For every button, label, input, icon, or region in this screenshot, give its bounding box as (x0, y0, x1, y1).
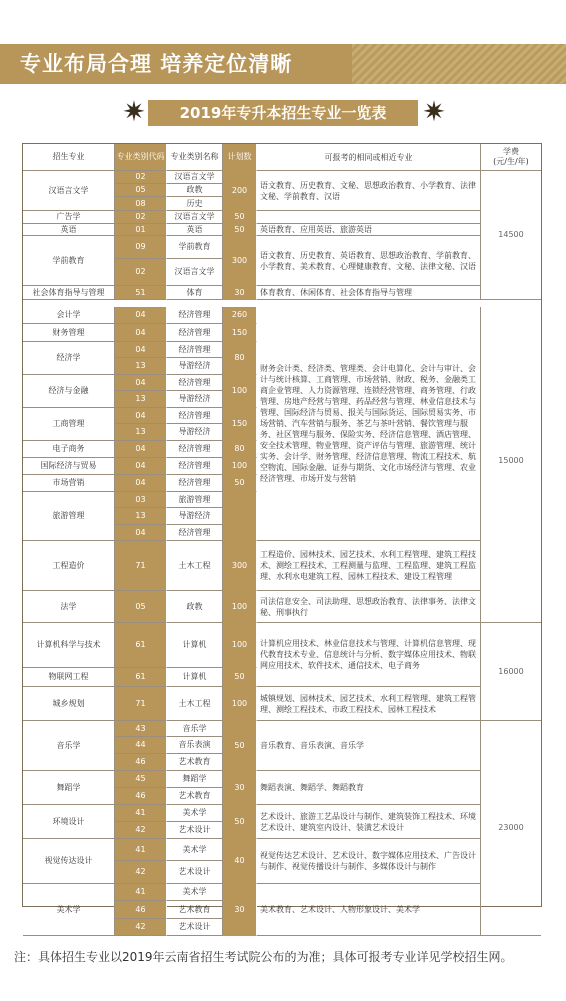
major-name-cell: 物联网工程 (23, 668, 115, 687)
major-name-cell: 汉语言文学 (23, 171, 115, 211)
major-name-cell: 视觉传达设计 (23, 839, 115, 884)
category-name-cell: 计算机 (167, 668, 223, 687)
category-name-cell: 艺术教育 (167, 901, 223, 919)
category-name-cell: 经济管理 (167, 475, 223, 492)
majors-table (22, 143, 542, 931)
related-majors-cell: 司法信息安全、司法助理、思想政治教育、法律事务、法律文秘、刑事执行 (257, 591, 481, 623)
plan-count-cell: 100 (223, 687, 257, 721)
category-name-cell: 旅游管理 (167, 492, 223, 508)
category-name-cell: 导游经济 (167, 358, 223, 375)
top-banner (0, 44, 566, 84)
major-name-cell: 美术学 (23, 884, 115, 936)
category-name-cell: 艺术设计 (167, 822, 223, 839)
plan-count-cell: 80 (223, 342, 257, 375)
plan-count-cell: 150 (223, 408, 257, 441)
plan-count-cell: 50 (223, 475, 257, 492)
major-name-cell: 英语 (23, 224, 115, 236)
category-name-cell: 艺术设计 (167, 919, 223, 936)
category-name-cell: 政教 (167, 184, 223, 197)
major-name-cell: 工商管理 (23, 408, 115, 441)
related-majors-cell: 艺术设计、旅游工艺品设计与制作、建筑装饰工程技术、环境艺术设计、建筑室内设计、装潢艺术设计 (257, 805, 481, 839)
related-majors-cell: 工程造价、园林技术、园艺技术、水利工程管理、建筑工程技术、测绘工程技术、工程测量与监理、工程监理、建筑工程监理、水利水电建筑工程、园林工程技术、建设工程管理 (257, 541, 481, 591)
category-name-cell: 艺术教育 (167, 788, 223, 805)
category-name-cell: 艺术设计 (167, 861, 223, 884)
major-name-cell: 电子商务 (23, 441, 115, 458)
plan-count-cell: 30 (223, 771, 257, 805)
category-code-cell: 04 (115, 525, 167, 541)
category-name-cell: 体育 (167, 286, 223, 300)
category-code-cell: 51 (115, 286, 167, 300)
plan-count-cell: 100 (223, 623, 257, 668)
category-name-cell: 经济管理 (167, 324, 223, 342)
plan-count-cell: 50 (223, 211, 257, 224)
tuition-fee-cell: 16000 (481, 623, 541, 721)
category-code-cell: 13 (115, 358, 167, 375)
major-name-cell: 学前教育 (23, 236, 115, 286)
plan-count-cell: 300 (223, 236, 257, 286)
category-name-cell: 美术学 (167, 839, 223, 861)
major-name-cell: 音乐学 (23, 721, 115, 771)
category-code-cell: 04 (115, 307, 167, 324)
category-code-cell: 46 (115, 788, 167, 805)
major-name-cell: 环境设计 (23, 805, 115, 839)
tuition-fee-cell: 14500 (481, 171, 541, 300)
category-name-cell: 土木工程 (167, 687, 223, 721)
plan-count-cell: 30 (223, 286, 257, 300)
related-majors-cell (257, 211, 481, 224)
category-code-cell: 46 (115, 754, 167, 771)
category-code-cell: 13 (115, 424, 167, 441)
plan-count-cell: 50 (223, 668, 257, 687)
major-name-cell: 财务管理 (23, 324, 115, 342)
category-name-cell: 计算机 (167, 623, 223, 668)
category-code-cell: 44 (115, 737, 167, 754)
category-name-cell: 美术学 (167, 805, 223, 822)
related-majors-cell: 语文教育、历史教育、英语教育、思想政治教育、学前教育、小学教育、美术教育、心理健康教育、文秘、法律文秘、汉语 (257, 236, 481, 286)
category-code-cell: 42 (115, 822, 167, 839)
major-name-cell: 法学 (23, 591, 115, 623)
category-name-cell: 经济管理 (167, 342, 223, 358)
category-code-cell: 13 (115, 508, 167, 525)
category-name-cell: 艺术教育 (167, 754, 223, 771)
major-name-cell: 舞蹈学 (23, 771, 115, 805)
category-name-cell: 经济管理 (167, 525, 223, 541)
category-code-cell: 71 (115, 541, 167, 591)
header-fee: 学费 (元/生/年) (481, 144, 541, 171)
plan-count-cell: 260 (223, 307, 257, 324)
table-title: 2019年专升本招生专业一览表 (148, 100, 418, 126)
category-code-cell: 41 (115, 884, 167, 901)
category-name-cell: 汉语言文学 (167, 259, 223, 286)
major-name-cell: 计算机科学与技术 (23, 623, 115, 668)
category-name-cell: 经济管理 (167, 307, 223, 324)
category-code-cell: 04 (115, 375, 167, 391)
category-code-cell: 43 (115, 721, 167, 737)
category-code-cell: 45 (115, 771, 167, 788)
major-name-cell: 会计学 (23, 307, 115, 324)
related-majors-cell: 舞蹈表演、舞蹈学、舞蹈教育 (257, 771, 481, 805)
plan-count-cell: 200 (223, 171, 257, 211)
related-majors-cell: 音乐教育、音乐表演、音乐学 (257, 721, 481, 771)
plan-count-cell: 50 (223, 224, 257, 236)
major-name-cell: 城乡规划 (23, 687, 115, 721)
category-code-cell: 08 (115, 197, 167, 211)
category-code-cell: 13 (115, 391, 167, 408)
category-code-cell: 01 (115, 224, 167, 236)
related-majors-cell: 视觉传达艺术设计、艺术设计、数字媒体应用技术、广告设计与制作、视觉传播设计与制作、多媒体设计与制作 (257, 839, 481, 884)
category-code-cell: 61 (115, 668, 167, 687)
category-name-cell: 经济管理 (167, 375, 223, 391)
category-name-cell: 英语 (167, 224, 223, 236)
category-name-cell: 导游经济 (167, 508, 223, 525)
header-category: 专业类别名称 (167, 144, 223, 171)
plan-count-cell: 100 (223, 375, 257, 408)
category-code-cell: 05 (115, 184, 167, 197)
category-code-cell: 41 (115, 839, 167, 861)
category-name-cell: 历史 (167, 197, 223, 211)
category-code-cell: 02 (115, 211, 167, 224)
category-code-cell: 04 (115, 342, 167, 358)
star-icon: ✷ (422, 95, 446, 128)
category-name-cell: 学前教育 (167, 236, 223, 259)
category-code-cell: 04 (115, 475, 167, 492)
category-code-cell: 02 (115, 171, 167, 184)
related-majors-cell: 城镇规划、园林技术、园艺技术、水利工程管理、建筑工程管理、测绘工程技术、市政工程技术、园林工程技术 (257, 687, 481, 721)
tuition-fee-cell: 15000 (481, 300, 541, 623)
header-plan: 计划数 (223, 144, 257, 171)
category-code-cell: 71 (115, 687, 167, 721)
related-majors-cell: 财务会计类、经济类、管理类、会计电算化、会计与审计、会计与统计核算、工商管理、市场营销、财政、税务、金融类工商企业管理、人力资源管理、连锁经营管理、商务管理、行政管理、房地产经营与管理、药品经营与管理、林业信息技术与管理、国际经济与贸易、报关与国际货运、国际贸易实务、市场营销、汽车营销与服务、茶艺与茶叶营销、餐饮管理与服务、社区管理与服务、保险实务、经济信息管理、酒店管理、安全技术管理、物业管理、资产评估与管理、旅游管理、统计实务、会计学、财务管理、经济信息管理、物流工程技术、航空物流、国际金融、证券与期货、文化市场经济与管理、农业经济管理、市场开发与营销 (257, 307, 481, 541)
category-code-cell: 46 (115, 901, 167, 919)
category-name-cell: 汉语言文学 (167, 171, 223, 184)
major-name-cell: 广告学 (23, 211, 115, 224)
category-name-cell: 汉语言文学 (167, 211, 223, 224)
category-code-cell: 42 (115, 861, 167, 884)
header-related: 可报考的相同或相近专业 (257, 144, 481, 171)
category-code-cell: 02 (115, 259, 167, 286)
category-name-cell: 土木工程 (167, 541, 223, 591)
category-name-cell: 音乐表演 (167, 737, 223, 754)
plan-count-cell: 50 (223, 805, 257, 839)
category-name-cell: 政教 (167, 591, 223, 623)
major-name-cell: 经济与金融 (23, 375, 115, 408)
category-name-cell: 经济管理 (167, 458, 223, 475)
major-name-cell: 旅游管理 (23, 492, 115, 541)
footnote: 注：具体招生专业以2019年云南省招生考试院公布的为准；具体可报考专业详见学校招生网。 (14, 950, 513, 964)
category-name-cell: 经济管理 (167, 441, 223, 458)
major-name-cell: 市场营销 (23, 475, 115, 492)
plan-count-cell: 40 (223, 839, 257, 884)
category-name-cell: 音乐学 (167, 721, 223, 737)
plan-count-cell: 100 (223, 458, 257, 475)
banner-title: 专业布局合理 培养定位清晰 (0, 44, 352, 84)
category-code-cell: 09 (115, 236, 167, 259)
header-code: 专业类别代码 (115, 144, 167, 171)
category-code-cell: 04 (115, 408, 167, 424)
category-name-cell: 舞蹈学 (167, 771, 223, 788)
related-majors-cell: 语文教育、历史教育、文秘、思想政治教育、小学教育、法律文秘、学前教育、汉语 (257, 171, 481, 211)
plan-count-cell: 30 (223, 884, 257, 936)
plan-count-cell: 50 (223, 721, 257, 771)
related-majors-cell: 英语教育、应用英语、旅游英语 (257, 224, 481, 236)
major-name-cell: 社会体育指导与管理 (23, 286, 115, 300)
plan-count-cell: 300 (223, 541, 257, 591)
plan-count-cell: 80 (223, 441, 257, 458)
major-name-cell: 经济学 (23, 342, 115, 375)
category-code-cell: 04 (115, 324, 167, 342)
category-name-cell: 美术学 (167, 884, 223, 901)
category-code-cell: 04 (115, 458, 167, 475)
tuition-fee-cell: 23000 (481, 721, 541, 936)
category-name-cell: 导游经济 (167, 391, 223, 408)
category-code-cell: 61 (115, 623, 167, 668)
star-icon: ✷ (122, 95, 146, 128)
header-name: 招生专业 (23, 144, 115, 171)
category-name-cell: 经济管理 (167, 408, 223, 424)
related-majors-cell: 美术教育、艺术设计、人物形象设计、美术学 (257, 884, 481, 936)
plan-count-cell: 150 (223, 324, 257, 342)
plan-count-cell (223, 492, 257, 541)
category-code-cell: 41 (115, 805, 167, 822)
category-code-cell: 05 (115, 591, 167, 623)
plan-count-cell: 100 (223, 591, 257, 623)
category-code-cell: 03 (115, 492, 167, 508)
category-name-cell: 导游经济 (167, 424, 223, 441)
major-name-cell: 工程造价 (23, 541, 115, 591)
category-code-cell: 42 (115, 919, 167, 936)
related-majors-cell: 计算机应用技术、林业信息技术与管理、计算机信息管理、现代教育技术专业、信息统计与分析、数字媒体应用技术、物联网应用技术、软件技术、通信技术、电子商务 (257, 623, 481, 687)
major-name-cell: 国际经济与贸易 (23, 458, 115, 475)
category-code-cell: 04 (115, 441, 167, 458)
related-majors-cell: 体育教育、休闲体育、社会体育指导与管理 (257, 286, 481, 300)
